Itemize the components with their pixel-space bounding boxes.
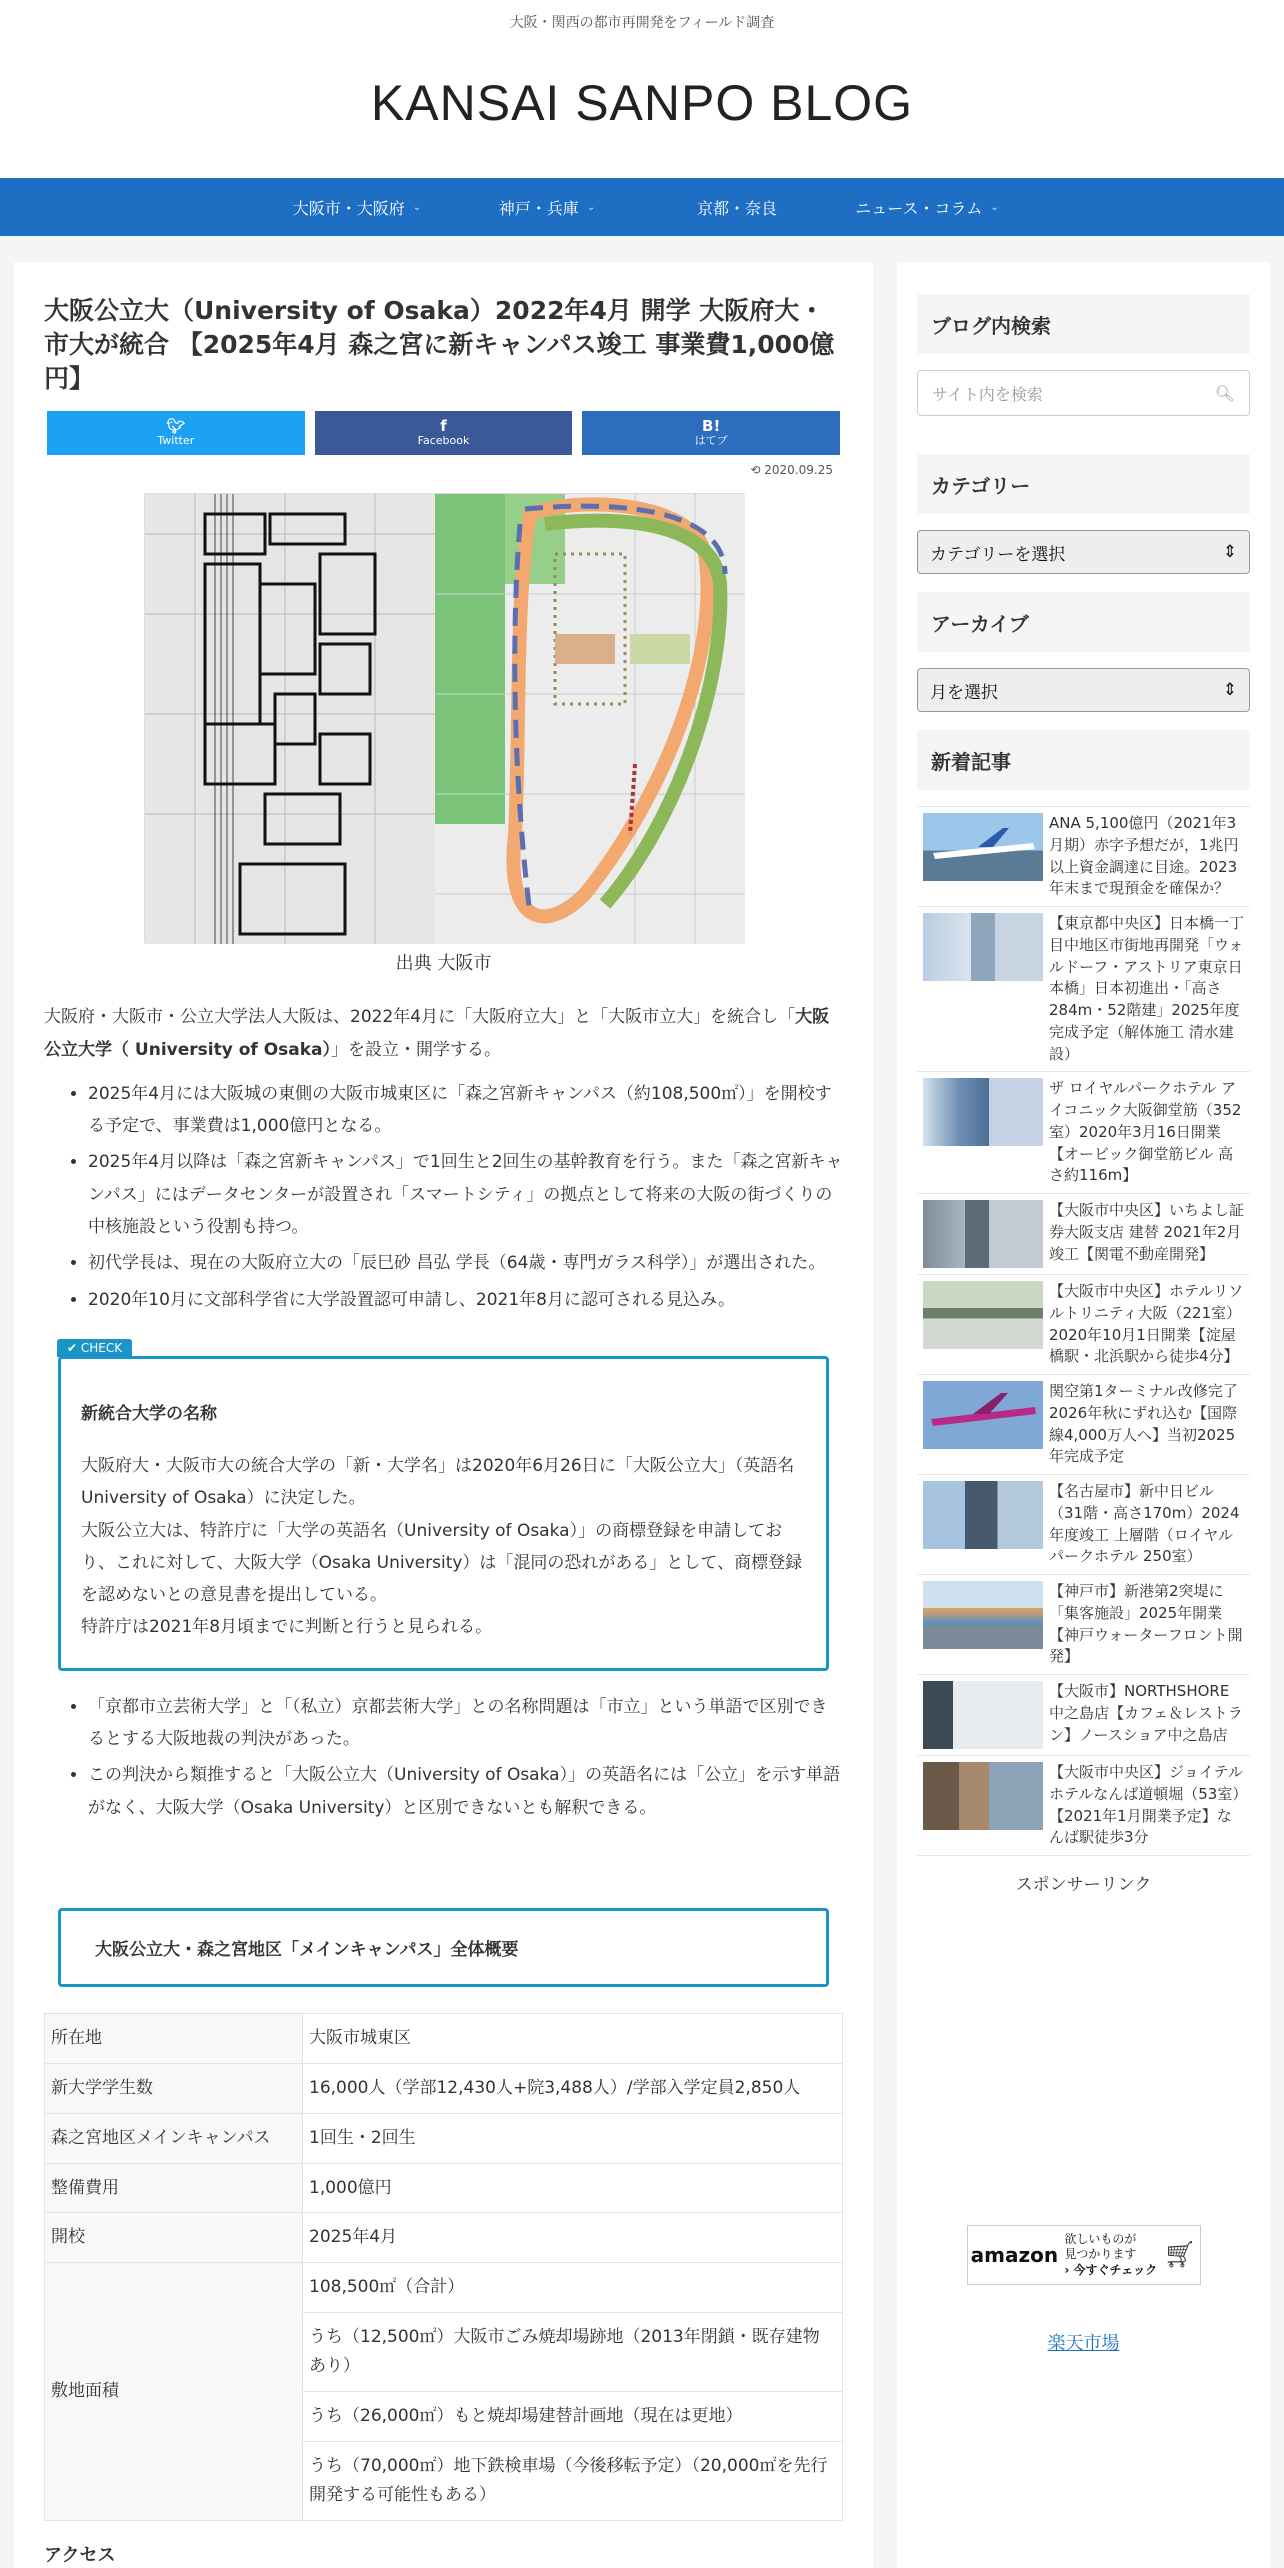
key-points-list: [44, 1078, 843, 1316]
nav-label: 大阪市・大阪府: [292, 198, 405, 218]
recent-post-item[interactable]: [917, 1675, 1250, 1756]
post-thumbnail[interactable]: [923, 1200, 1043, 1268]
recent-widget-title: 新着記事: [917, 730, 1250, 790]
table-value: 1,000億円: [303, 2163, 843, 2213]
site-logo[interactable]: KANSAI SANPO BLOG: [370, 75, 914, 131]
share-label: はてブ: [694, 433, 728, 447]
share-buttons: [44, 411, 843, 455]
search-widget-title: ブログ内検索: [917, 294, 1250, 354]
amazon-logo: amazon: [970, 2243, 1059, 2267]
table-key: 敷地面積: [45, 2263, 303, 2520]
intro-text: 大阪府・大阪市・公立大学法人大阪は、2022年4月に「大阪府立大」と「大阪市立大」を統合し「: [44, 1007, 796, 1028]
recent-post-item[interactable]: [917, 907, 1250, 1072]
post-title[interactable]: 【名古屋市】新中日ビル（31階・高さ170m）2024年度竣工 上層階（ロイヤルパークホテル 250室）: [1049, 1482, 1240, 1566]
post-thumbnail[interactable]: [923, 1581, 1043, 1649]
nav-item-kyoto[interactable]: [642, 196, 832, 219]
post-thumbnail[interactable]: [923, 1078, 1043, 1146]
rakuten-link[interactable]: 楽天市場: [1047, 2333, 1120, 2354]
search-input[interactable]: [917, 370, 1250, 416]
area-map-right: [435, 494, 745, 942]
list-item: • この判決から類推すると「大阪公立大（University of Osaka）」の英語名には「公立」を示す単語がなく、大阪大学（Osaka University）と区別できないとも解釈できる。: [88, 1759, 843, 1824]
amazon-banner-text: [1064, 2232, 1157, 2279]
post-title[interactable]: ザ ロイヤルパークホテル アイコニック大阪御堂筋（352室）2020年3月16日開業【オービック御堂筋ビル 高さ約116m】: [1049, 1079, 1242, 1185]
recent-post-item[interactable]: [917, 1375, 1250, 1475]
site-header: [0, 0, 1284, 178]
hatena-icon: B!: [702, 416, 721, 435]
search-placeholder: サイト内を検索: [932, 384, 1043, 404]
list-item: • 2020年10月に文部科学省に大学設置認可申請し、2021年8月に認可される見込み。: [88, 1284, 843, 1316]
table-row: [45, 2013, 843, 2063]
chevron-updown-icon: ⇕: [1222, 680, 1237, 700]
recent-post-item[interactable]: [917, 1756, 1250, 1856]
nav-label: ニュース・コラム: [855, 198, 983, 218]
check-line: 特許庁は2021年8月頃までに判断と行うと見られる。: [81, 1617, 493, 1638]
check-icon: ✔: [67, 1340, 81, 1355]
table-key: 森之宮地区メインキャンパス: [45, 2113, 303, 2163]
table-value: うち（26,000㎡）もと焼却場建替計画地（現在は更地）: [303, 2392, 843, 2442]
recent-post-item[interactable]: [917, 1475, 1250, 1575]
post-title[interactable]: 【大阪市中央区】いちよし証券大阪支店 建替 2021年2月竣工【関電不動産開発】: [1049, 1201, 1245, 1263]
update-icon: ⟲: [750, 463, 765, 478]
post-title[interactable]: 【大阪市中央区】ジョイテルホテルなんば道頓堀（53室）【2021年1月開業予定】なんば駅徒歩3分: [1049, 1763, 1243, 1847]
intro-text: 」を設立・開学する。: [331, 1039, 502, 1060]
intro-bold-text: 大阪公立大学（ University of Osaka）: [44, 1007, 830, 1060]
recent-post-item[interactable]: [917, 807, 1250, 907]
post-title[interactable]: 【神戸市】新港第2突堤に「集客施設」2025年開業【神戸ウォーターフロント開発】: [1049, 1582, 1243, 1666]
archive-widget-title: アーカイブ: [917, 592, 1250, 652]
table-value: 大阪市城東区: [303, 2013, 843, 2063]
chevron-updown-icon: ⇕: [1222, 542, 1237, 562]
share-label: Twitter: [157, 433, 195, 447]
intro-paragraph: [44, 1001, 843, 1066]
sidebar: [897, 262, 1270, 2568]
chevron-down-icon: ⌄: [990, 201, 999, 213]
search-icon[interactable]: 🔍︎: [1214, 383, 1235, 403]
hatena-share-button[interactable]: [582, 411, 840, 455]
article-title: 大阪公立大（University of Osaka）2022年4月 開学 大阪府大・市大が統合 【2025年4月 森之宮に新キャンパス竣工 事業費1,000億円】: [44, 296, 835, 393]
post-thumbnail[interactable]: [923, 1281, 1043, 1349]
site-tagline: 大阪・関西の都市再開発をフィールド調査: [509, 15, 775, 31]
list-item: • 初代学長は、現在の大阪府立大の「辰巳砂 昌弘 学長（64歳・専門ガラス科学）」が選出された。: [88, 1247, 843, 1279]
amazon-text-line: › 今すぐチェック: [1064, 2262, 1158, 2277]
check-tag: [57, 1339, 132, 1357]
post-title[interactable]: 【大阪市】NORTHSHORE中之島店【カフェ＆レストラン】ノースショア中之島店: [1049, 1682, 1243, 1744]
post-title[interactable]: 関空第1ターミナル改修完了 2026年秋にずれ込む【国際線4,000万人へ】当初2025年完成予定: [1049, 1382, 1238, 1466]
post-thumbnail[interactable]: [923, 1481, 1043, 1549]
cart-icon: 🛒︎: [1163, 2240, 1197, 2270]
nav-label: 神戸・兵庫: [498, 198, 579, 218]
table-key: 所在地: [45, 2013, 303, 2063]
post-title[interactable]: ANA 5,100億円（2021年3月期）赤字予想だが，1兆円以上資金調達に目途。2023年末まで現預金を確保か？: [1049, 814, 1239, 898]
facebook-icon: f: [440, 416, 447, 435]
check-line: 大阪府大・大阪市大の統合大学の「新・大学名」は2020年6月26日に「大阪公立大」（英語名 University of Osaka）に決定した。: [81, 1455, 795, 1509]
post-thumbnail[interactable]: [923, 813, 1043, 881]
area-map-left: [145, 494, 435, 942]
nav-label: 京都・奈良: [696, 198, 777, 218]
table-row: [45, 2163, 843, 2213]
campus-map-figure: [144, 493, 744, 943]
table-row: [45, 2113, 843, 2163]
page-layout: [14, 262, 1270, 2568]
access-heading: アクセス: [44, 2544, 116, 2566]
recent-post-item[interactable]: [917, 1275, 1250, 1375]
category-widget-title: カテゴリー: [917, 454, 1250, 514]
check-box: [58, 1340, 829, 1671]
table-value: 2025年4月: [303, 2213, 843, 2263]
check-line: 大阪公立大は、特許庁に「大学の英語名（University of Osaka）」の商標登録を申請しており、これに対して、大阪大学（Osaka University）は「混同の恐れがある」として、商標登録を認めないとの意見書を提出している。: [81, 1520, 803, 1606]
facebook-share-button[interactable]: [315, 411, 573, 455]
check-heading: 新統合大学の名称: [81, 1403, 217, 1424]
nav-item-kobe[interactable]: [452, 196, 642, 219]
recent-post-item[interactable]: [917, 1575, 1250, 1675]
table-key: 新大学学生数: [45, 2063, 303, 2113]
post-thumbnail[interactable]: [923, 1681, 1043, 1749]
table-row: [45, 2213, 843, 2263]
post-date: [44, 463, 833, 477]
twitter-share-button[interactable]: [47, 411, 305, 455]
name-issue-list: [44, 1691, 843, 1824]
post-title[interactable]: 【大阪市中央区】ホテルリソルトリニティ大阪（221室）2020年10月1日開業【淀屋橋駅・北浜駅から徒歩4分】: [1049, 1282, 1244, 1366]
main-nav: [0, 178, 1284, 236]
amazon-text-line: 欲しいものが: [1064, 2231, 1137, 2246]
table-row: [45, 2063, 843, 2113]
table-value: うち（12,500㎡）大阪市ごみ焼却場跡地（2013年閉鎖・既存建物あり）: [303, 2313, 843, 2392]
chevron-down-icon: ⌄: [412, 201, 422, 213]
share-label: Facebook: [417, 433, 470, 447]
amazon-banner[interactable]: [967, 2225, 1201, 2285]
article-main: [14, 262, 873, 2568]
table-key: 開校: [45, 2213, 303, 2263]
table-value: 108,500㎡（合計）: [303, 2263, 843, 2313]
post-thumbnail[interactable]: [923, 1381, 1043, 1449]
twitter-icon: 🐦︎: [166, 416, 186, 435]
category-select[interactable]: [917, 530, 1250, 574]
table-value: 16,000人（学部12,430人+院3,488人）/学部入学定員2,850人: [303, 2063, 843, 2113]
list-item: • 2025年4月には大阪城の東側の大阪市城東区に「森之宮新キャンパス（約108,500㎡）」を開校する予定で、事業費は1,000億円となる。: [88, 1078, 843, 1143]
nav-item-news[interactable]: [832, 196, 1022, 219]
nav-item-osaka[interactable]: [262, 196, 452, 219]
table-value: 1回生・2回生: [303, 2113, 843, 2163]
post-title[interactable]: 【東京都中央区】日本橋一丁目中地区市街地再開発「ウォルドーフ・アストリア東京日本橋」日本初進出・「高さ284m・52階建」2025年度完成予定（解体施工 清水建設）: [1049, 914, 1245, 1063]
post-thumbnail[interactable]: [923, 1762, 1043, 1830]
recent-post-item[interactable]: [917, 1072, 1250, 1194]
table-row: [45, 2263, 843, 2313]
archive-select[interactable]: [917, 668, 1250, 712]
recent-post-item[interactable]: [917, 1194, 1250, 1275]
recent-posts-list: [917, 806, 1250, 1856]
post-thumbnail[interactable]: [923, 913, 1043, 981]
category-select-value: カテゴリーを選択: [930, 544, 1066, 565]
post-date-text: 2020.09.25: [764, 463, 833, 478]
campus-info-table: [44, 2013, 843, 2521]
sponsor-link-label: スポンサーリンク: [1015, 1875, 1152, 1895]
section-heading-box: 大阪公立大・森之宮地区「メインキャンパス」全体概要: [58, 1908, 829, 1987]
amazon-text-line: 見つかります: [1064, 2247, 1137, 2262]
table-value: うち（70,000㎡）地下鉄検車場（今後移転予定）（20,000㎡を先行開発する可能性もある）: [303, 2441, 843, 2520]
list-item: • 2025年4月以降は「森之宮新キャンパス」で1回生と2回生の基幹教育を行う。また「森之宮新キャンパス」にはデータセンターが設置され「スマートシティ」の拠点として将来の大阪の街づくりの中核施設という役割も持つ。: [88, 1146, 843, 1243]
figure-caption: 出典 大阪市: [395, 953, 492, 975]
archive-select-value: 月を選択: [930, 682, 998, 703]
list-item: • 「京都市立芸術大学」と「（私立）京都芸術大学」との名称問題は「市立」という単語で区別できるとする大阪地裁の判決があった。: [88, 1691, 843, 1756]
table-key: 整備費用: [45, 2163, 303, 2213]
check-tag-label: CHECK: [80, 1340, 123, 1355]
chevron-down-icon: ⌄: [586, 201, 596, 213]
